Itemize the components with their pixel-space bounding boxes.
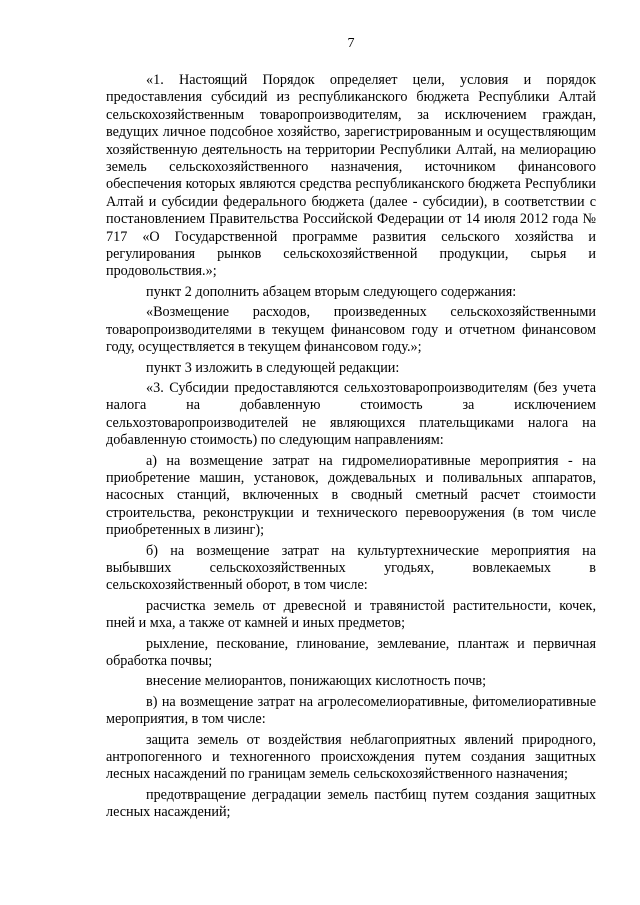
paragraph: «1. Настоящий Порядок определяет цели, условия и порядок предоставления субсидий из республиканского бюджета Республики Алтай сельскохозяйственным товаропроизводителям, за исключением граждан, ведущих личное подсобное хозяйство, зарегистрированным и осуществляющим хозяйственную деятельность на территории Республики Алтай, на мелиорацию земель сельскохозяйственного назначения, источником финансового обеспечения которых являются средства республиканского бюджета Республики Алтай и субсидии федерального бюджета (далее - субсидии), в соответствии с постановлением Правительства Российской Федерации от 14 июля 2012 года № 717 «О Государственной программе развития сельского хозяйства и регулирования рынков сельскохозяйственной продукции, сырья и продовольствия.»; <box>106 72 596 280</box>
paragraph: пункт 3 изложить в следующей редакции: <box>146 359 400 376</box>
document-body <box>106 72 596 822</box>
page-number: 7 <box>347 36 355 51</box>
paragraph: рыхление, пескование, глинование, землевание, плантаж и первичная обработка почвы; <box>106 635 596 669</box>
paragraph: предотвращение деградации земель пастбищ путем создания защитных лесных насаждений; <box>106 786 596 821</box>
paragraph: в) на возмещение затрат на агролесомелиоративные, фитомелиоративные мероприятия, в том числе: <box>106 693 596 728</box>
paragraph: б) на возмещение затрат на культуртехнические мероприятия на выбывших сельскохозяйственных угодьях, вовлекаемых в сельскохозяйственный оборот, в том числе: <box>106 542 596 594</box>
paragraph: расчистка земель от древесной и травянистой растительности, кочек, пней и мха, а также от камней и иных предметов; <box>106 597 596 632</box>
paragraph: защита земель от воздействия неблагоприятных явлений природного, антропогенного и техногенного происхождения путем создания защитных лесных насаждений по границам земель сельскохозяйственного назначения; <box>106 731 596 783</box>
paragraph: пункт 2 дополнить абзацем вторым следующего содержания: <box>146 283 517 300</box>
paragraph: а) на возмещение затрат на гидромелиоративные мероприятия - на приобретение машин, установок, дождевальных и поливальных аппаратов, насосных станций, включенных в сводный сметный расчет стоимости строительства, реконструкции и технического перевооружения (в том числе приобретенных в лизинг); <box>106 452 596 539</box>
paragraph: «Возмещение расходов, произведенных сельскохозяйственными товаропроизводителями в текущем финансовом году и отчетном финансовом году, осуществляется в текущем финансовом году.»; <box>106 304 596 356</box>
paragraph: внесение мелиорантов, понижающих кислотность почв; <box>146 673 487 690</box>
paragraph: «3. Субсидии предоставляются сельхозтоваропроизводителям (без учета налога на добавленную стоимость за исключением сельхозтоваропроизводителей не являющихся плательщиками налога на добавленную стоимость) по следующим направлениям: <box>106 379 596 449</box>
